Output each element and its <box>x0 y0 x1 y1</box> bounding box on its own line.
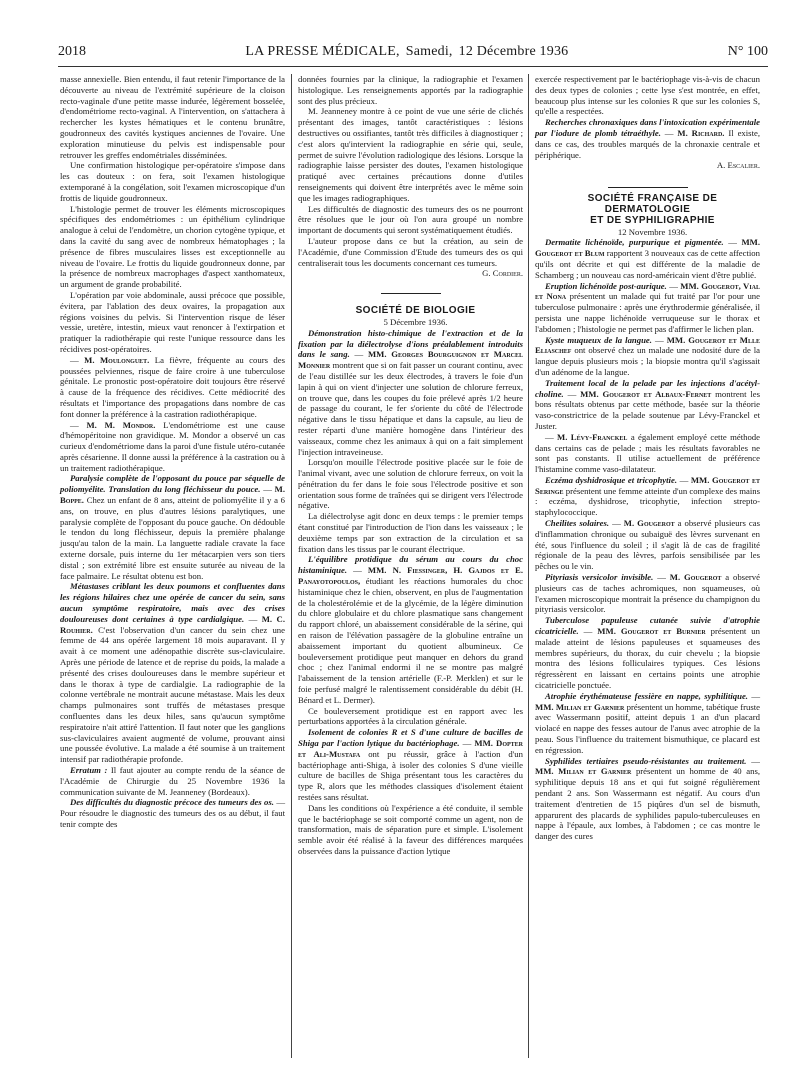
society-heading-line2: ET DE SYPHILIGRAPHIE <box>590 214 715 226</box>
paragraph-text: Il existe, dans ce cas, des troubles marqués de la chronaxie centrale et périphérique. <box>535 127 761 160</box>
paragraph-text: a observé plusieurs cas d'inflammation chronique ou subaiguë des lèvres survenant en été, sous l'influence du soleil ; il s'agit là de cas de fragilité régionale de la peau des lèvres, parfois sensibilisée par les pêches ou le vin. <box>535 518 760 572</box>
paragraph-text: ont observé chez un malade une nodosité dure de la langue depuis plusieurs mois ; la biopsie montra qu'il s'agissait d'un adénome de la langue. <box>535 345 760 377</box>
paragraph-text: L'endométriome est une cause d'hémopéritoine non gravidique. M. Mondor a observé un cas curieux d'endométriome dans la paroi d'une fistule utéro-cutanée après césarienne. Il donne aussi la préférence à la castration ou à un traitement radiothérapique. <box>60 419 286 473</box>
paragraph-text: Pour résoudre le diagnostic des tumeurs des os au début, il faut tenir compte des <box>60 808 285 829</box>
paragraph: L'auteur propose dans ce but la création, au sein de l'Académie, d'une Commission d'Etude des tumeurs des os qui centraliserait tous les documents concernant ces tumeurs. <box>298 235 523 268</box>
article-title: Paralysie complète de l'opposant du pouce par séquelle de poliomyélite. Translation du long fléchisseur du pouce. <box>60 473 285 495</box>
section-rule <box>381 293 441 294</box>
paragraph: données fournies par la clinique, la radiographie et l'examen histologique. Les renseignements apportés par la radiographie sont des plus précieux. <box>298 74 523 106</box>
paragraph-text: montrent que si on fait passer un courant continu, avec de l'eau distillée sur les deux électrodes, à travers le foie d'un lapin à qui on vient d'injecter une solution de chlorure ferreux, on trouve que, dans les coupes du foie prélevé après 1/2 heure de passage du courant, le fer s'oriente du côté de l'électrode négative dans le tissu hépatique et dans la capsule, au lieu de rester réparti d'une manière homogène dans l'intérieur des vaisseaux, comme chez les animaux à qui on a fait simplement l'injection intraveineuse. <box>298 360 524 457</box>
author-name: M. Lévy-Franckel <box>557 431 628 442</box>
article-title: Démonstration histo-chimique de l'extraction et de la fixation par la diélectrolyse d'ions préalablement introduits dans le sang. <box>298 327 523 360</box>
author-name: MM. Milian et Garnier <box>535 701 625 712</box>
article-title: Eczéma dyshidrosique et tricophytie. <box>545 474 677 485</box>
article-entry: Cheilites solaires. — M. Gougerot a observé plusieurs cas d'inflammation chronique ou subaiguë des lèvres survenant en été, sous l'influence du soleil ; il s'agit là de cas de fragilité régionale de la peau des lèvres, parfois sensibilisée par les pêches ou le vin. <box>535 518 760 572</box>
paragraph: L'histologie permet de trouver les éléments microscopiques spécifiques des endométriomes : un épithélium cylindrique analogue à celui de l'endomètre, un chorion cytogène typique, et dans la cavité du sang avec de nombreux hématophages ; la présence de fibres musculaires lisses est exceptionnelle au niveau de l'ovaire. Le frottis du liquide goudronneux donne, par la présence de nombreux macrophages d'aspect xanthomateux, un argument de grande probabilité. <box>60 203 285 290</box>
society-heading: SOCIÉTÉ FRANÇAISE DE DERMATOLOGIE <box>587 193 718 215</box>
paragraph: Les difficultés de diagnostic des tumeurs des os ne pourront être résolues que le jour où l'on aura groupé un nombre important de documents qui seront systématiquement étudiés. <box>298 203 523 236</box>
article-title: Pityriasis versicolor invisible. <box>545 572 654 583</box>
article-title: Métastases criblant les deux poumons et confluentes dans les régions hilaires chez une opérée de cancer du sein, sans aucun symptôme respiratoire, mais avec des crises douloureuses dont certaines à type cardialgique. <box>60 581 285 624</box>
article-entry: Recherches chronaxiques dans l'intoxication expérimentale par l'iodure de plomb tétraéthyle. — M. Richard. Il existe, dans ce cas, des troubles marqués de la chronaxie centrale et périphérique. <box>535 117 761 160</box>
article-entry: L'équilibre protidique du sérum au cours du choc histaminique. — MM. N. Fiessinger, H. Gajdos et E. Panayotopoulos, étudiant les réactions humorales du choc histaminique chez le chien, observent, en plus de l'augmentation de la cholestérolémie et de la glycémie, de la légère diminution du chlore globulaire et du chlore plasmatique sans changement du rapport chloré, un abaissement considérable de la sérine, qui en raison de l'élévation passagère de la globuline entraîne un abaissement important du quotient albumineux. Ce bouleversement protidique peut manquer en dehors du grand choc ; chez l'animal endormi il ne se montre pas malgré l'abaissement de la tension artérielle (F.-P. Merklen) et sur le foie perfusé malgré le ralentissement considérable du débit (H. Bénard et L. Dermer). <box>298 554 523 705</box>
paragraph-text: présentent une femme atteinte d'un complexe des mains : eczéma, dyshidrose, tricophytie, infection strepto-staphylococcique. <box>535 485 760 518</box>
article-entry: Pityriasis versicolor invisible. — M. Gougerot a observé plusieurs cas de taches achromiques, non squameuses, où l'examen microscopique montrait la présence du champignon du pityriasis versicolor. <box>535 572 761 615</box>
article-title: L'équilibre protidique du sérum au cours du choc histaminique. <box>298 554 523 576</box>
issue-day: Samedi, <box>405 44 453 59</box>
paragraph: Une confirmation histologique per-opératoire s'impose dans les cas douteux : on fera, soit l'examen histologique extemporané à la congélation, soit l'examen microscopique d'un frottis de liquide goudronneux. <box>60 160 285 203</box>
journal-name: LA PRESSE MÉDICALE, <box>245 44 400 59</box>
author-name: M. Boppe. <box>60 484 285 506</box>
author-name: MM. Gougerot et Burnier <box>597 626 706 637</box>
paragraph-text: Chez un enfant de 8 ans, atteint de poliomyélite il y a 6 ans, on trouve, en plus d'autres lésions paralytiques, une paralysie complète de l'opposant du pouce gauche. On dédouble le tendon du long fléchisseur, depuis la première phalange jusqu'au talon de la main. La languette radiale cravate la face externe dorsale, puis interne du 1er métacarpien vers son tiers distal ; son extrémité libre est ensuite suturée au niveau de la face palmaire. Le résultat obtenu est bon. <box>60 495 286 581</box>
article-title: Eruption lichénoïde post-aurique. <box>545 280 667 291</box>
article-entry: Atrophie érythémateuse fessière en nappe, syphilitique. — MM. Milian et Garnier présentent un homme, tabétique fruste avec Wassermann positif, atteint depuis 1 an d'un placard violacé en nappe des fesses autour de l'anus avec atrophie de la peau. Sous l'influence du traitement bismuthique, ce placard est en régression. <box>535 690 761 755</box>
article-entry: Dermatite lichénoïde, purpurique et pigmentée. — MM. Gougerot et Blum rapportent 3 nouveaux cas de cette affection qu'ils ont décrite et qui est différente de la maladie de Schamberg ; un nouveau cas nord-américain vient d'être publié. <box>535 237 761 280</box>
signature: G. Cordier. <box>482 268 523 279</box>
author-name: MM. Milian et Garnier <box>535 766 632 777</box>
paragraph-text: présentent un malade atteint de lésions papuleuses et squameuses des membres supérieurs, du thorax, du cuir chevelu ; la biopsie montra des lésions folliculaires typiques. Ces lésions régressèrent en laissant en certains points une atrophie cicatricielle ponctuée. <box>535 626 760 691</box>
paragraph-text: Il faut ajouter au compte rendu de la séance de l'Académie de Chirurgie du 25 Novembre 1936 la communication suivante de M. Jeanneney (Bordeaux). <box>60 765 286 797</box>
article-title: Des difficultés du diagnostic précoce des tumeurs des os. <box>70 797 274 808</box>
author-name: MM. Georges Bourguignon et Marcel Monnier <box>298 349 523 371</box>
article-entry: Paralysie complète de l'opposant du pouce par séquelle de poliomyélite. Translation du long fléchisseur du pouce. — M. Boppe. Chez un enfant de 8 ans, atteint de poliomyélite il y a 6 ans, on trouve, en plus d'autres lésions paralytiques, une paralysie complète de l'opposant du pouce gauche. On dédouble le tendon du long fléchisseur, depuis la première phalange jusqu'au talon de la main. La languette radiale cravate la face externe dorsale, puis interne du 1er métacarpien vers son tiers distal ; son extrémité libre est ensuite suturée au niveau de la face palmaire. Le résultat obtenu est bon. <box>60 473 286 581</box>
column-divider <box>528 74 529 1058</box>
paragraph: Dans les conditions où l'expérience a été conduite, il semble que le bactériophage se soit comporté comme un agent, non de transformation, mais de séparation pure et simple. L'isolement semble avoir été réalisé à la faveur des différences marquées observées dans la puissance d'action lytique <box>298 802 523 856</box>
session-date: 5 Décembre 1936. <box>383 316 448 327</box>
society-heading: SOCIÉTÉ DE BIOLOGIE <box>355 305 476 317</box>
paragraph-text: montrent les bons résultats obtenus par cette méthode, basée sur la théorie vaso-constrictrice de la pelade soutenue par Lévy-Franckel et Juster. <box>535 388 760 431</box>
column-2 <box>298 74 523 857</box>
page-number: 2018 <box>58 44 86 59</box>
article-title: Traitement local de la pelade par les injections d'acétyl-choline. <box>535 377 760 399</box>
paragraph-text: ont pu réussir, grâce à l'action d'un bactériophage anti-Shiga, à isoler des colonies S d'une vieille culture de bacilles de Shiga présentant tous les caractères du type R, alors que les méthodes classiques d'isolement étaient restées sans résultat. <box>298 748 523 802</box>
column-divider <box>291 74 292 1058</box>
article-title: Atrophie érythémateuse fessière en nappe, syphilitique. <box>545 690 748 701</box>
article-title: Recherches chronaxiques dans l'intoxication expérimentale par l'iodure de plomb tétraéthyle. <box>535 117 760 138</box>
author-name: MM. N. Fiessinger, H. Gajdos et E. Panayotopoulos, <box>298 565 523 587</box>
paragraph: La diélectrolyse agit donc en deux temps : le premier temps étant constitué par l'introduction de l'ion dans les vaisseaux ; le deuxième temps par son extraction de la circulation et sa fixation dans les tissus par le courant électrique. <box>298 511 523 554</box>
paragraph-text: C'est l'observation d'un cancer du sein chez une femme de 44 ans opérée largement 18 mois auparavant. Il y avait à ce moment une adénopathie discrète sus-claviculaire. Après une période de latence et de reprise du poids, la malade a présenté des crises douloureuses dans le membre supérieur et dans le thorax à type de cardialgie. La radiographie de la colonne vertébrale ne montrait aucune métastase. Mais les deux champs pulmonaires sont truffés de métastases presque confluentes dans les deux hiles, sans qu'aucun symptôme respiratoire n'ait attiré l'attention. Il faut noter que les ganglions sus-claviculaires avaient augmenté de volume, prouvant ainsi une poussée évolutive. La malade a été soumise à un traitement intensif par radiothérapie profonde. <box>60 624 286 765</box>
paragraph: — M. Moulonguet. La fièvre, fréquente au cours des poussées pelviennes, risque de faire croire à une tuberculose génitale. Le pronostic post-opératoire doit toujours être réservé à cause de la fréquence des récidives. Cette médiocrité des résultats et l'importance des propagations dans nombre de cas font donner la préférence à la castration radiothérapique. <box>60 354 286 419</box>
author-name: MM. Dopter et Ali-Mustafa <box>298 738 524 759</box>
author-name: M. C. Rouhier. <box>60 613 285 635</box>
article-title: Cheilites solaires. <box>545 518 610 529</box>
paragraph: M. Jeanneney montre à ce point de vue une série de clichés présentant des images, tantôt caractéristiques : lésions destructives ou ossifiantes, tantôt très difficiles à diagnostiquer ; c'est alors qu'intervient la radiographie en série qui, seule, permet de suivre l'évolution radiologique des lésions. Lorsque la radiographie laisse persister des doutes, l'examen histologique pratiqué avec certaines précautions donne d'utiles renseignements qui doivent être interprétés avec le même soin que les images radiographiques. <box>298 106 523 203</box>
paragraph-text: rapportent 3 nouveaux cas de cette affection qu'ils ont décrite et qui est différente de la maladie de Schamberg ; un nouveau cas nord-américain vient d'être publié. <box>535 248 760 280</box>
author-name: M. Moulonguet. <box>84 354 150 365</box>
author-name: MM. Gougerot, Vial et Nona <box>535 280 760 302</box>
paragraph-text: La fièvre, fréquente au cours des poussées pelviennes, risque de faire croire à une tuberculose génitale. Le pronostic post-opératoire doit toujours être réservé à cause de la fréquence des récidives. Cette médiocrité des résultats et l'importance des propagations dans nombre de cas font donner la préférence à la castration radiothérapique. <box>60 354 286 419</box>
paragraph-text: présentent un homme de 40 ans, syphilitique depuis 18 ans et qui fut soigné régulièrement pendant 2 ans. Son Wassermann est négatif. Au cours d'un traitement d'entretien de 15 piqûres d'un sel de bismuth, apparurent des placards de syphilides papulo-tuberculeuses en nappe à l'épaule, aux lombes, à l'abdomen ; ce cas montre le danger des cures <box>535 766 761 842</box>
column-1 <box>60 74 285 830</box>
article-title: Tuberculose papuleuse cutanée suivie d'atrophie cicatricielle. <box>535 615 760 637</box>
article-entry: Des difficultés du diagnostic précoce des tumeurs des os. — Pour résoudre le diagnostic des tumeurs des os au début, il faut tenir compte des <box>60 797 285 829</box>
author-name: M. Gougerot <box>623 518 675 529</box>
article-entry: Syphilides tertiaires pseudo-résistantes au traitement. — MM. Milian et Garnier présentent un homme de 40 ans, syphilitique depuis 18 ans et qui fut soigné régulièrement pendant 2 ans. Son Wassermann est négatif. Au cours d'un traitement d'entretien de 15 piqûres d'un sel de bismuth, apparurent des placards de syphilides papulo-tuberculeuses en nappe à l'épaule, aux lombes, à l'abdomen ; ce cas montre le danger des cures <box>535 755 761 842</box>
article-title: Erratum : <box>70 765 108 775</box>
article-title: Kyste muqueux de la langue. <box>545 334 652 345</box>
author-name: MM. Gougerot et Albaux-Fernet <box>580 388 712 399</box>
paragraph: masse annexielle. Bien entendu, il faut retenir l'importance de la découverte au niveau de l'extrémité supérieure de la cloison recto-vaginale d'une petite masse indurée, légèrement bosselée, d'endométriome recto-vaginal. A l'intervention, on s'attachera à rechercher les kystes hématiques et le contenu brunâtre, goudronneux des cavités kystiques anciennes de l'ovaire. Une exploration minutieuse du pelvis est indispensable pour retrouver les greffes endométriales disséminées. <box>60 74 285 160</box>
paragraph: exercée respectivement par le bactériophage vis-à-vis de chacun des deux types de colonies ; cette lyse s'est montrée, en effet, beaucoup plus intense sur les colonies R que sur les colonies S, qu'elle a respectées. <box>535 74 760 117</box>
author-name: M. M. Mondor. <box>86 419 156 430</box>
article-entry: Tuberculose papuleuse cutanée suivie d'atrophie cicatricielle. — MM. Gougerot et Burnier présentent un malade atteint de lésions papuleuses et squameuses des membres supérieurs, du thorax, du cuir chevelu ; la biopsie montra des lésions folliculaires typiques. Ces lésions régressèrent en laissant en certains points une atrophie cicatricielle ponctuée. <box>535 615 760 691</box>
page-header <box>58 44 768 67</box>
section-rule <box>608 187 688 188</box>
article-entry: Eruption lichénoïde post-aurique. — MM. Gougerot, Vial et Nona présentent un malade qui fut traité par l'or pour une tuberculose pulmonaire : après une érythrodermie généralisée, il persista une nappe lichénoïde verruqueuse sur le thorax et l'abdomen ; l'histologie ne permet pas d'affirmer le lichen plan. <box>535 280 760 334</box>
paragraph-text: a également employé cette méthode dans certains cas de pelade ; mais les résultats favorables ne sont pas constants. Il utilise actuellement de préférence l'histamine comme vaso-dilatateur. <box>535 431 761 475</box>
signature: A. Escalier. <box>716 160 760 171</box>
issue-date: 12 Décembre 1936 <box>458 44 569 59</box>
author-name: MM. Gougerot et Blum <box>535 237 761 259</box>
author-name: M. Gougerot <box>669 572 722 583</box>
article-entry: Métastases criblant les deux poumons et confluentes dans les régions hilaires chez une opérée de cancer du sein, sans aucun symptôme respiratoire, mais avec des crises douloureuses dont certaines à type cardialgique. — M. C. Rouhier. C'est l'observation d'un cancer du sein chez une femme de 44 ans opérée largement 18 mois auparavant. Il y avait à ce moment une adénopathie discrète sus-claviculaire. Après une période de latence et de reprise du poids, la malade a présenté des crises douloureuses dans le membre supérieur et dans le thorax à type de cardialgie. La radiographie de la colonne vertébrale ne montrait aucune métastase. Mais les deux champs pulmonaires sont truffés de métastases presque confluentes dans les deux hiles, sans qu'aucun symptôme respiratoire n'ait attiré l'attention. Il faut noter que les ganglions sus-claviculaires avaient augmenté de volume, prouvant ainsi une poussée évolutive. La malade a été soumise à un traitement intensif par radiothérapie profonde. <box>60 581 286 765</box>
paragraph-text: a observé plusieurs cas de taches achromiques, non squameuses, où l'examen microscopique montrait la présence du champignon du pityriasis versicolor. <box>535 572 761 615</box>
paragraph: — M. M. Mondor. L'endométriome est une cause d'hémopéritoine non gravidique. M. Mondor a observé un cas curieux d'endométriome dans la paroi d'une fistule utéro-cutanée après césarienne. Il donne aussi la préférence à la castration ou à un traitement radiothérapique. <box>60 419 286 473</box>
paragraph: — M. Lévy-Franckel a également employé cette méthode dans certains cas de pelade ; mais les résultats favorables ne sont pas constants. Il utilise actuellement de préférence l'histamine comme vaso-dilatateur. <box>535 431 761 475</box>
article-entry <box>60 765 285 797</box>
paragraph: Ce bouleversement protidique est en rapport avec les perturbations apportées à la circulation générale. <box>298 705 523 727</box>
author-name: MM. Gougerot et Mlle Eliaschef <box>535 334 760 356</box>
session-date: 12 Novembre 1936. <box>617 226 688 237</box>
article-title: Syphilides tertiaires pseudo-résistantes au traitement. <box>545 755 747 766</box>
article-entry: Isolement de colonies R et S d'une culture de bacilles de Shiga par l'action lytique du bactériophage. — MM. Dopter et Ali-Mustafa ont pu réussir, grâce à l'action d'un bactériophage anti-Shiga, à isoler des colonies S d'une vieille culture de bacilles de Shiga présentant tous les caractères du type R, alors que les méthodes classiques d'isolement étaient restées sans résultat. <box>298 727 524 802</box>
article-entry: Eczéma dyshidrosique et tricophytie. — MM. Gougerot et Seringe présentent une femme atteinte d'un complexe des mains : eczéma, dyshidrose, tricophytie, infection strepto-staphylococcique. <box>535 474 760 518</box>
issue-number: N° 100 <box>727 44 768 59</box>
column-3 <box>535 74 760 842</box>
author-name: M. Richard. <box>677 127 725 138</box>
paragraph: L'opération par voie abdominale, aussi précoce que possible, évitera, par l'ablation des deux ovaires, la propagation aux régions voisines du pelvis. Si l'intervention risque de léser vessie, uretère, intestin, mieux vaut renoncer à l'extirpation et pratiquer la radiothérapie qui reste l'unique ressource dans les récidives post-opératoires. <box>60 289 285 354</box>
article-entry: Kyste muqueux de la langue. — MM. Gougerot et Mlle Eliaschef ont observé chez un malade une nodosité dure de la langue depuis plusieurs mois ; la biopsie montra qu'il s'agissait d'un adénome de la langue. <box>535 334 760 377</box>
author-name: MM. Gougerot et Seringe <box>535 474 760 496</box>
article-entry: Traitement local de la pelade par les injections d'acétyl-choline. — MM. Gougerot et Albaux-Fernet montrent les bons résultats obtenus par cette méthode, basée sur la théorie vaso-constrictrice de la pelade soutenue par Lévy-Franckel et Juster. <box>535 377 760 431</box>
paragraph-text: étudiant les réactions humorales du choc histaminique chez le chien, observent, en plus de l'augmentation de la cholestérolémie et de la glycémie, de la légère diminution du chlore globulaire et du chlore plasmatique sans changement du rapport chloré, un abaissement considérable de la sérine, qui en raison de l'élévation passagère de la globuline entraîne un abaissement important du quotient albumineux. Ce bouleversement protidique peut manquer en dehors du grand choc ; chez l'animal endormi il ne se montre pas malgré l'abaissement de la tension artérielle (F.-P. Merklen) et sur le foie perfusé malgré le ralentissement considérable du débit (H. Bénard et L. Dermer). <box>298 576 523 705</box>
article-entry: Démonstration histo-chimique de l'extraction et de la fixation par la diélectrolyse d'ions préalablement introduits dans le sang. — MM. Georges Bourguignon et Marcel Monnier montrent que si on fait passer un courant continu, avec de l'eau distillée sur les deux électrodes, à travers le foie d'un lapin à qui on vient d'injecter une solution de chlorure ferreux, on trouve que, dans les coupes du foie prélevé après 1/2 heure de passage du courant, le fer s'oriente du côté de l'électrode négative dans le tissu hépatique et dans la capsule, au lieu de rester réparti d'une manière homogène dans l'intérieur des vaisseaux, comme chez les animaux à qui on a fait simplement l'injection intraveineuse. <box>298 327 524 457</box>
paragraph-text: présentent un malade qui fut traité par l'or pour une tuberculose pulmonaire : après une érythrodermie généralisée, il persista une nappe lichénoïde verruqueuse sur le thorax et l'abdomen ; l'histologie ne permet pas d'affirmer le lichen plan. <box>535 291 760 334</box>
article-title: Dermatite lichénoïde, purpurique et pigmentée. <box>545 237 724 248</box>
journal-title-line <box>86 44 728 60</box>
article-title: Isolement de colonies R et S d'une culture de bacilles de Shiga par l'action lytique du bactériophage. <box>298 727 523 749</box>
paragraph: Lorsqu'on mouille l'électrode positive placée sur le foie de l'animal vivant, avec une solution de chlorure ferreux, on voit la pénétration du fer dans le foie sous l'électrode positive et son orientation sous forme de traînées qui se dirigent vers l'électrode négative. <box>298 457 523 511</box>
paragraph-text: présentent un homme, tabétique fruste avec Wassermann positif, atteint depuis 1 an d'un placard violacé en nappe des fesses autour de l'anus avec atrophie de la peau. Sous l'influence du traitement bismuthique, ce placard est en régression. <box>535 701 760 755</box>
